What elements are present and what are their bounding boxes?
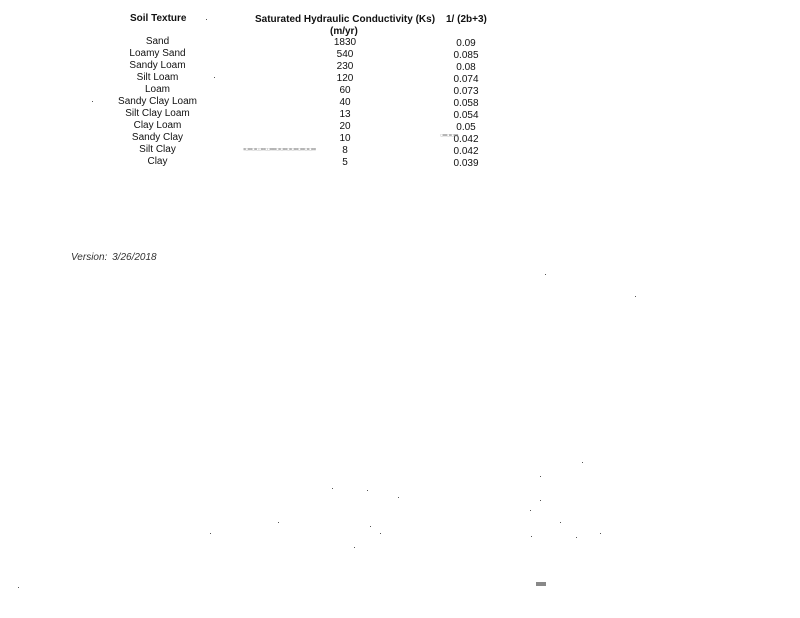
- row-ks-value: 120: [336, 73, 354, 84]
- scan-dot: [560, 522, 561, 523]
- row-exponent-value: 0.042: [453, 146, 479, 157]
- scan-dot: [398, 497, 399, 498]
- scan-dot: [635, 296, 636, 297]
- scan-dot: [576, 537, 577, 538]
- row-ks-value: 230: [336, 61, 354, 72]
- row-texture: Sand: [145, 36, 170, 47]
- scan-dot: [278, 522, 279, 523]
- row-exponent-value: 0.08: [456, 62, 476, 73]
- row-ks-value: 20: [339, 121, 351, 132]
- scan-dot: [536, 582, 546, 586]
- row-ks-value: 40: [339, 97, 351, 108]
- scan-dot: [367, 490, 368, 491]
- row-texture: Sandy Clay Loam: [118, 96, 197, 107]
- scan-dot: [531, 536, 532, 537]
- row-ks-value: 10: [339, 133, 351, 144]
- row-exponent-value: 0.074: [453, 74, 479, 85]
- scan-dot: [600, 533, 601, 534]
- scan-dot: [540, 476, 541, 477]
- row-ks-value: 8: [342, 145, 348, 156]
- scan-dot: [92, 101, 93, 102]
- scan-artifact: ▪▫▪▪▫▪▫▫▪▪▫▫▪▪▪▫▪▫▪▪▫▪▫▪▪▫▪▪▫▪▫▪▪: [243, 144, 316, 154]
- row-exponent-value: 0.05: [456, 122, 476, 133]
- scan-artifact: ▫▪▪▫▪▫▪▪: [440, 130, 458, 140]
- row-exponent-value: 0.058: [453, 98, 479, 109]
- row-exponent-value: 0.073: [453, 86, 479, 97]
- row-texture: Silt Loam: [136, 72, 179, 83]
- scan-dot: [18, 587, 19, 588]
- col-header-ks: Saturated Hydraulic Conductivity (Ks): [255, 14, 436, 25]
- row-texture: Clay: [147, 156, 168, 167]
- row-ks-value: 1830: [333, 37, 357, 48]
- version-stamp: [69, 252, 157, 263]
- scan-dot: [582, 462, 583, 463]
- version-date: 3/26/2018: [112, 252, 157, 263]
- row-exponent-value: 0.085: [453, 50, 479, 61]
- scan-dot: [214, 77, 215, 78]
- row-exponent-value: 0.042: [453, 134, 479, 145]
- scan-dot: [206, 19, 207, 20]
- col-header-soil-texture: Soil Texture: [130, 13, 187, 24]
- row-ks-value: 13: [339, 109, 351, 120]
- row-texture: Loam: [144, 84, 170, 95]
- row-ks-value: 540: [336, 49, 354, 60]
- row-texture: Silt Clay: [139, 144, 176, 155]
- row-texture: Loamy Sand: [129, 48, 186, 59]
- scan-dot: [210, 533, 211, 534]
- row-ks-value: 60: [339, 85, 351, 96]
- version-label: Version:: [71, 252, 108, 263]
- row-ks-value: 5: [342, 157, 348, 168]
- row-texture: Clay Loam: [133, 120, 182, 131]
- row-exponent-value: 0.039: [453, 158, 479, 169]
- scan-dot: [354, 547, 355, 548]
- row-texture: Silt Clay Loam: [125, 108, 190, 119]
- scan-dot: [370, 526, 371, 527]
- scan-dot: [540, 500, 541, 501]
- scan-dot: [545, 274, 546, 275]
- row-exponent-value: 0.054: [453, 110, 479, 121]
- row-exponent-value: 0.09: [456, 38, 476, 49]
- row-texture: Sandy Clay: [131, 132, 184, 143]
- col-header-exponent: 1/ (2b+3): [446, 14, 487, 25]
- scan-dot: [530, 510, 531, 511]
- scan-dot: [380, 533, 381, 534]
- row-texture: Sandy Loam: [129, 60, 186, 71]
- scan-dot: [332, 488, 333, 489]
- col-header-ks-units: (m/yr): [330, 26, 358, 37]
